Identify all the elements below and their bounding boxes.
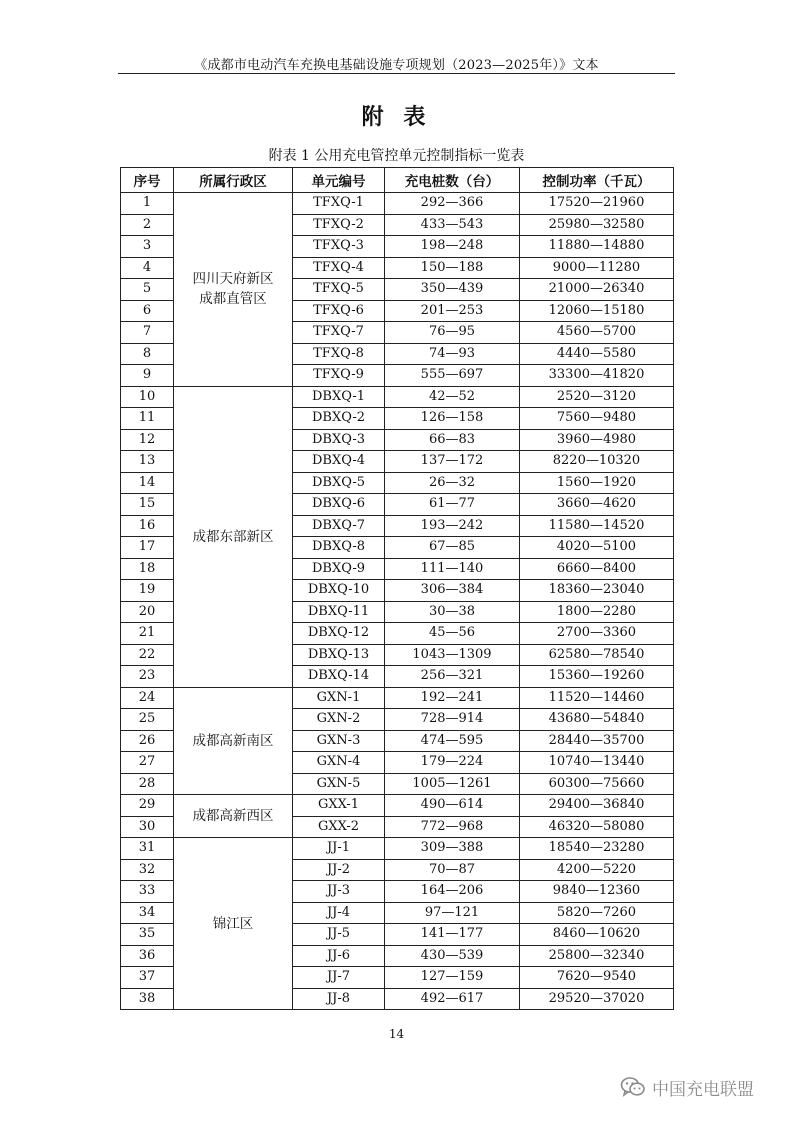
cell-unit-code: DBXQ-4 bbox=[293, 451, 385, 473]
cell-unit-code: GXN-1 bbox=[293, 687, 385, 709]
cell-no: 38 bbox=[121, 988, 174, 1010]
cell-unit-code: JJ-2 bbox=[293, 859, 385, 881]
cell-no: 1 bbox=[121, 193, 174, 215]
cell-pile-count: 137—172 bbox=[385, 451, 520, 473]
cell-control-power: 10740—13440 bbox=[520, 752, 674, 774]
cell-control-power: 46320—58080 bbox=[520, 816, 674, 838]
cell-pile-count: 474—595 bbox=[385, 730, 520, 752]
cell-pile-count: 26—32 bbox=[385, 472, 520, 494]
cell-no: 23 bbox=[121, 666, 174, 688]
cell-unit-code: TFXQ-2 bbox=[293, 214, 385, 236]
table-row bbox=[121, 386, 674, 408]
cell-no: 26 bbox=[121, 730, 174, 752]
cell-control-power: 1800—2280 bbox=[520, 601, 674, 623]
cell-control-power: 33300—41820 bbox=[520, 365, 674, 387]
cell-unit-code: TFXQ-4 bbox=[293, 257, 385, 279]
cell-no: 33 bbox=[121, 881, 174, 903]
cell-no: 6 bbox=[121, 300, 174, 322]
cell-pile-count: 433—543 bbox=[385, 214, 520, 236]
cell-pile-count: 141—177 bbox=[385, 924, 520, 946]
cell-pile-count: 66—83 bbox=[385, 429, 520, 451]
cell-control-power: 4440—5580 bbox=[520, 343, 674, 365]
cell-pile-count: 97—121 bbox=[385, 902, 520, 924]
cell-district bbox=[174, 386, 293, 687]
cell-unit-code: TFXQ-6 bbox=[293, 300, 385, 322]
cell-pile-count: 111—140 bbox=[385, 558, 520, 580]
table-header-row bbox=[121, 168, 674, 193]
cell-pile-count: 127—159 bbox=[385, 967, 520, 989]
cell-pile-count: 76—95 bbox=[385, 322, 520, 344]
cell-unit-code: JJ-3 bbox=[293, 881, 385, 903]
cell-unit-code: GXN-2 bbox=[293, 709, 385, 731]
cell-unit-code: JJ-8 bbox=[293, 988, 385, 1010]
cell-unit-code: DBXQ-11 bbox=[293, 601, 385, 623]
cell-control-power: 62580—78540 bbox=[520, 644, 674, 666]
district-name-line: 成都直管区 bbox=[199, 291, 267, 308]
cell-unit-code: DBXQ-12 bbox=[293, 623, 385, 645]
cell-control-power: 28440—35700 bbox=[520, 730, 674, 752]
cell-no: 17 bbox=[121, 537, 174, 559]
cell-control-power: 7620—9540 bbox=[520, 967, 674, 989]
cell-pile-count: 555—697 bbox=[385, 365, 520, 387]
cell-no: 21 bbox=[121, 623, 174, 645]
district-name-line: 锦江区 bbox=[212, 915, 254, 932]
cell-pile-count: 1005—1261 bbox=[385, 773, 520, 795]
cell-pile-count: 256—321 bbox=[385, 666, 520, 688]
cell-unit-code: TFXQ-9 bbox=[293, 365, 385, 387]
cell-control-power: 11880—14880 bbox=[520, 236, 674, 258]
cell-district bbox=[174, 687, 293, 795]
cell-control-power: 8460—10620 bbox=[520, 924, 674, 946]
district-name-line: 成都高新西区 bbox=[192, 808, 274, 824]
cell-control-power: 60300—75660 bbox=[520, 773, 674, 795]
column-header-district: 所属行政区 bbox=[174, 168, 293, 193]
cell-pile-count: 306—384 bbox=[385, 580, 520, 602]
cell-no: 15 bbox=[121, 494, 174, 516]
table-caption: 附表 1 公用充电管控单元控制指标一览表 bbox=[268, 148, 525, 164]
cell-no: 20 bbox=[121, 601, 174, 623]
cell-unit-code: DBXQ-10 bbox=[293, 580, 385, 602]
cell-no: 24 bbox=[121, 687, 174, 709]
cell-no: 19 bbox=[121, 580, 174, 602]
cell-control-power: 3960—4980 bbox=[520, 429, 674, 451]
table-body bbox=[121, 193, 674, 1010]
district-name-line: 成都高新南区 bbox=[192, 732, 274, 749]
table-row bbox=[121, 838, 674, 860]
cell-pile-count: 198—248 bbox=[385, 236, 520, 258]
cell-pile-count: 490—614 bbox=[385, 795, 520, 817]
page-title: 附 表 bbox=[361, 105, 432, 130]
cell-control-power: 15360—19260 bbox=[520, 666, 674, 688]
cell-pile-count: 492—617 bbox=[385, 988, 520, 1010]
cell-pile-count: 45—56 bbox=[385, 623, 520, 645]
cell-control-power: 9840—12360 bbox=[520, 881, 674, 903]
cell-unit-code: DBXQ-6 bbox=[293, 494, 385, 516]
cell-unit-code: DBXQ-13 bbox=[293, 644, 385, 666]
cell-control-power: 2520—3120 bbox=[520, 386, 674, 408]
cell-pile-count: 350—439 bbox=[385, 279, 520, 301]
cell-control-power: 4560—5700 bbox=[520, 322, 674, 344]
cell-district bbox=[174, 193, 293, 387]
cell-pile-count: 61—77 bbox=[385, 494, 520, 516]
cell-pile-count: 42—52 bbox=[385, 386, 520, 408]
cell-no: 32 bbox=[121, 859, 174, 881]
cell-control-power: 4200—5220 bbox=[520, 859, 674, 881]
cell-unit-code: TFXQ-7 bbox=[293, 322, 385, 344]
wechat-icon bbox=[620, 1076, 646, 1098]
cell-unit-code: TFXQ-8 bbox=[293, 343, 385, 365]
cell-unit-code: DBXQ-3 bbox=[293, 429, 385, 451]
cell-unit-code: DBXQ-5 bbox=[293, 472, 385, 494]
cell-no: 25 bbox=[121, 709, 174, 731]
cell-no: 35 bbox=[121, 924, 174, 946]
cell-control-power: 8220—10320 bbox=[520, 451, 674, 473]
cell-unit-code: GXX-1 bbox=[293, 795, 385, 817]
cell-pile-count: 430—539 bbox=[385, 945, 520, 967]
cell-unit-code: DBXQ-8 bbox=[293, 537, 385, 559]
cell-no: 27 bbox=[121, 752, 174, 774]
cell-no: 13 bbox=[121, 451, 174, 473]
cell-pile-count: 192—241 bbox=[385, 687, 520, 709]
control-index-table bbox=[120, 167, 674, 1010]
column-header-power: 控制功率（千瓦） bbox=[520, 168, 674, 193]
cell-control-power: 5820—7260 bbox=[520, 902, 674, 924]
cell-unit-code: JJ-1 bbox=[293, 838, 385, 860]
cell-no: 34 bbox=[121, 902, 174, 924]
table-row bbox=[121, 795, 674, 817]
page-number: 14 bbox=[388, 1027, 405, 1041]
cell-unit-code: DBXQ-1 bbox=[293, 386, 385, 408]
cell-control-power: 43680—54840 bbox=[520, 709, 674, 731]
cell-control-power: 2700—3360 bbox=[520, 623, 674, 645]
cell-control-power: 17520—21960 bbox=[520, 193, 674, 215]
cell-pile-count: 292—366 bbox=[385, 193, 520, 215]
cell-district bbox=[174, 838, 293, 1010]
cell-no: 22 bbox=[121, 644, 174, 666]
cell-pile-count: 309—388 bbox=[385, 838, 520, 860]
cell-no: 37 bbox=[121, 967, 174, 989]
cell-no: 29 bbox=[121, 795, 174, 817]
cell-no: 8 bbox=[121, 343, 174, 365]
header-rule bbox=[118, 73, 675, 74]
cell-control-power: 9000—11280 bbox=[520, 257, 674, 279]
cell-no: 9 bbox=[121, 365, 174, 387]
cell-district bbox=[174, 795, 293, 838]
cell-control-power: 25800—32340 bbox=[520, 945, 674, 967]
cell-control-power: 7560—9480 bbox=[520, 408, 674, 430]
cell-pile-count: 74—93 bbox=[385, 343, 520, 365]
cell-no: 14 bbox=[121, 472, 174, 494]
cell-pile-count: 193—242 bbox=[385, 515, 520, 537]
column-header-unit: 单元编号 bbox=[293, 168, 385, 193]
cell-no: 28 bbox=[121, 773, 174, 795]
cell-control-power: 25980—32580 bbox=[520, 214, 674, 236]
cell-no: 12 bbox=[121, 429, 174, 451]
cell-control-power: 11580—14520 bbox=[520, 515, 674, 537]
cell-unit-code: GXN-4 bbox=[293, 752, 385, 774]
cell-control-power: 3660—4620 bbox=[520, 494, 674, 516]
cell-control-power: 11520—14460 bbox=[520, 687, 674, 709]
cell-pile-count: 728—914 bbox=[385, 709, 520, 731]
cell-no: 10 bbox=[121, 386, 174, 408]
cell-unit-code: DBXQ-7 bbox=[293, 515, 385, 537]
cell-unit-code: DBXQ-9 bbox=[293, 558, 385, 580]
cell-no: 16 bbox=[121, 515, 174, 537]
cell-no: 36 bbox=[121, 945, 174, 967]
cell-pile-count: 179—224 bbox=[385, 752, 520, 774]
cell-unit-code: GXN-3 bbox=[293, 730, 385, 752]
watermark bbox=[620, 1074, 754, 1100]
cell-no: 31 bbox=[121, 838, 174, 860]
cell-unit-code: DBXQ-2 bbox=[293, 408, 385, 430]
cell-no: 18 bbox=[121, 558, 174, 580]
cell-pile-count: 126—158 bbox=[385, 408, 520, 430]
cell-unit-code: TFXQ-1 bbox=[293, 193, 385, 215]
cell-pile-count: 772—968 bbox=[385, 816, 520, 838]
cell-control-power: 12060—15180 bbox=[520, 300, 674, 322]
cell-control-power: 29400—36840 bbox=[520, 795, 674, 817]
cell-pile-count: 67—85 bbox=[385, 537, 520, 559]
cell-unit-code: GXX-2 bbox=[293, 816, 385, 838]
district-name-line: 成都东部新区 bbox=[192, 528, 274, 545]
cell-pile-count: 1043—1309 bbox=[385, 644, 520, 666]
district-name-line: 四川天府新区 bbox=[192, 271, 274, 288]
cell-unit-code: JJ-4 bbox=[293, 902, 385, 924]
running-header: 《成都市电动汽车充换电基础设施专项规划（2023—2025年）》文本 bbox=[194, 58, 599, 73]
table-row bbox=[121, 193, 674, 215]
cell-pile-count: 164—206 bbox=[385, 881, 520, 903]
table-row bbox=[121, 687, 674, 709]
cell-unit-code: JJ-6 bbox=[293, 945, 385, 967]
column-header-piles: 充电桩数（台） bbox=[385, 168, 520, 193]
cell-no: 30 bbox=[121, 816, 174, 838]
cell-pile-count: 201—253 bbox=[385, 300, 520, 322]
column-header-no: 序号 bbox=[121, 168, 174, 193]
cell-no: 7 bbox=[121, 322, 174, 344]
watermark-text: 中国充电联盟 bbox=[652, 1079, 754, 1100]
cell-control-power: 4020—5100 bbox=[520, 537, 674, 559]
cell-unit-code: GXN-5 bbox=[293, 773, 385, 795]
cell-pile-count: 150—188 bbox=[385, 257, 520, 279]
cell-pile-count: 30—38 bbox=[385, 601, 520, 623]
cell-unit-code: JJ-5 bbox=[293, 924, 385, 946]
cell-no: 3 bbox=[121, 236, 174, 258]
cell-control-power: 18540—23280 bbox=[520, 838, 674, 860]
cell-pile-count: 70—87 bbox=[385, 859, 520, 881]
cell-unit-code: TFXQ-5 bbox=[293, 279, 385, 301]
cell-no: 11 bbox=[121, 408, 174, 430]
cell-no: 5 bbox=[121, 279, 174, 301]
cell-control-power: 18360—23040 bbox=[520, 580, 674, 602]
cell-control-power: 29520—37020 bbox=[520, 988, 674, 1010]
cell-unit-code: JJ-7 bbox=[293, 967, 385, 989]
cell-control-power: 1560—1920 bbox=[520, 472, 674, 494]
cell-control-power: 21000—26340 bbox=[520, 279, 674, 301]
cell-control-power: 6660—8400 bbox=[520, 558, 674, 580]
cell-no: 4 bbox=[121, 257, 174, 279]
cell-unit-code: TFXQ-3 bbox=[293, 236, 385, 258]
cell-no: 2 bbox=[121, 214, 174, 236]
cell-unit-code: DBXQ-14 bbox=[293, 666, 385, 688]
